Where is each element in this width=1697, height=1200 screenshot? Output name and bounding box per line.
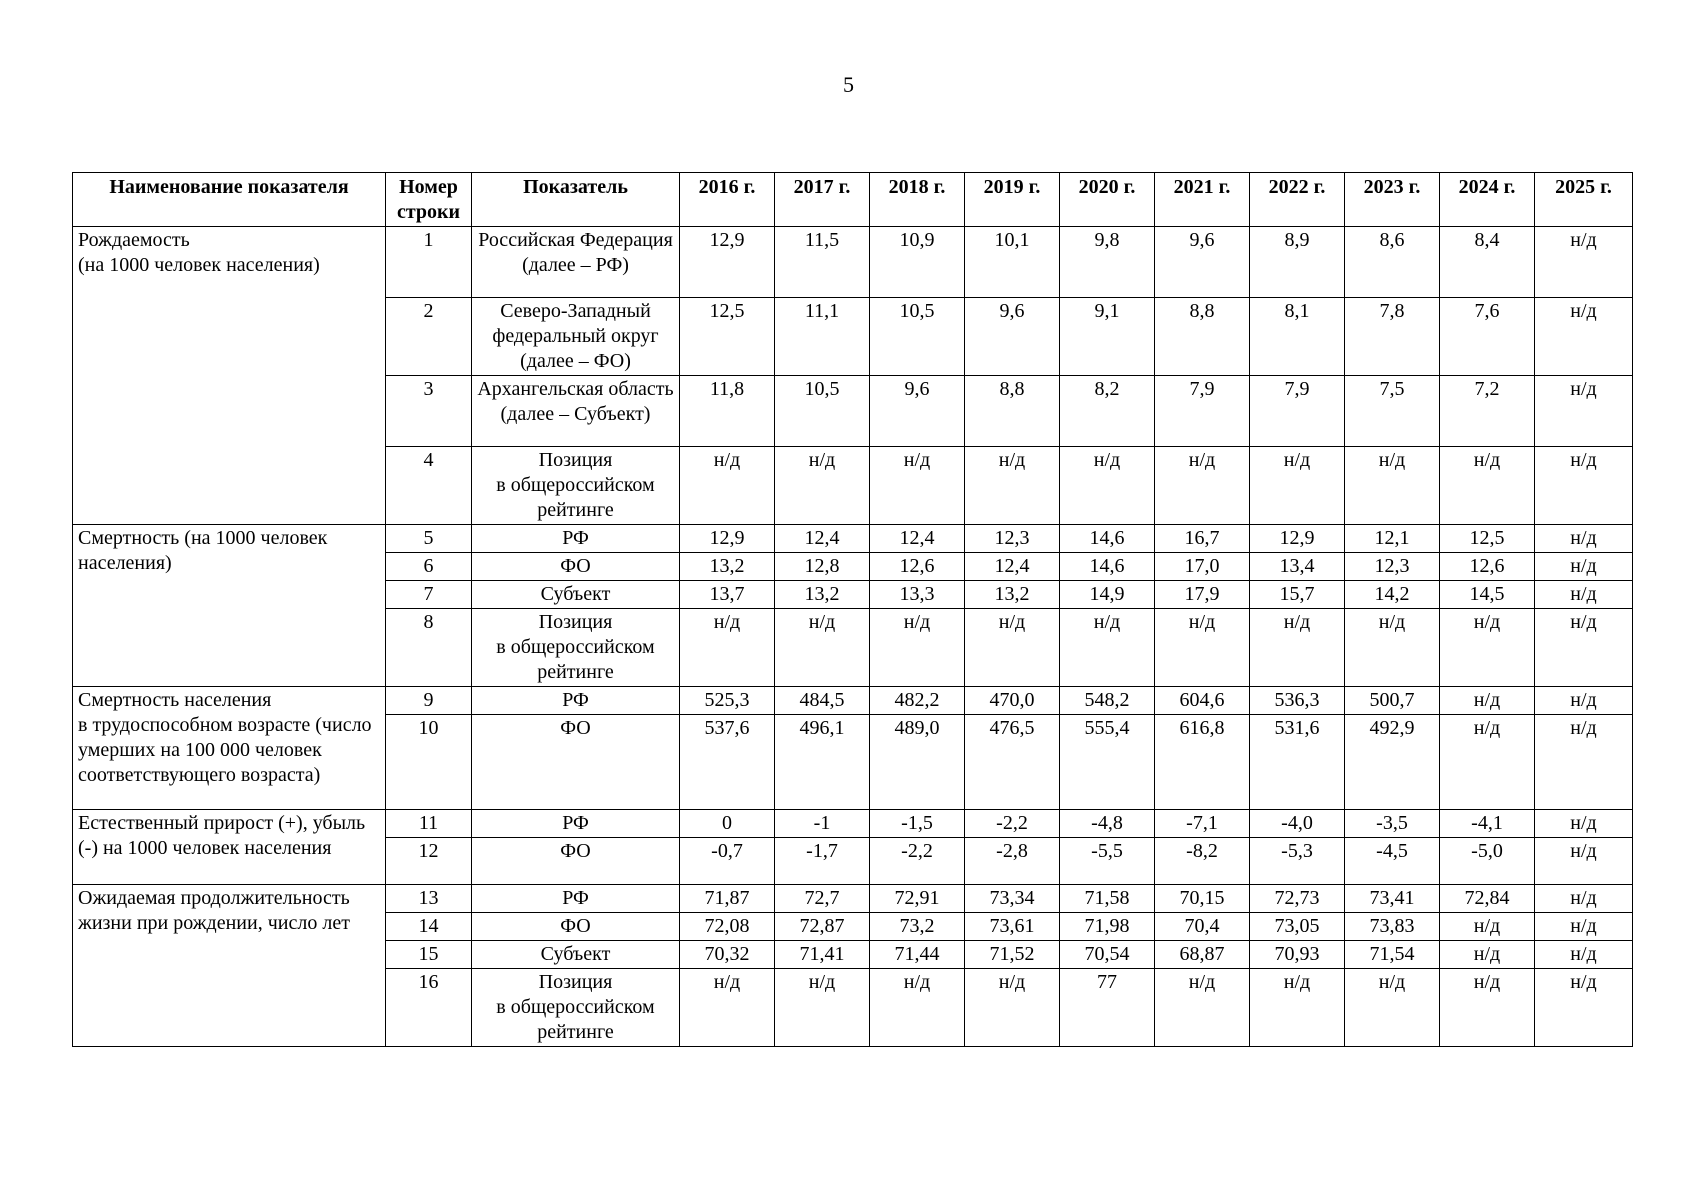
value-cell: н/д <box>965 609 1060 687</box>
value-cell: 616,8 <box>1155 715 1250 810</box>
value-cell: 71,41 <box>775 941 870 969</box>
row-number: 3 <box>386 376 472 447</box>
value-cell: 10,5 <box>870 298 965 376</box>
value-cell: 10,1 <box>965 227 1060 298</box>
header-year: 2021 г. <box>1155 173 1250 227</box>
indicator-label: ФО <box>472 838 680 885</box>
value-cell: 12,5 <box>1440 525 1535 553</box>
value-cell: 536,3 <box>1250 687 1345 715</box>
value-cell: 72,08 <box>680 913 775 941</box>
value-cell: н/д <box>965 447 1060 525</box>
value-cell: 8,8 <box>965 376 1060 447</box>
value-cell: н/д <box>1535 913 1633 941</box>
value-cell: н/д <box>1535 941 1633 969</box>
value-cell: н/д <box>680 447 775 525</box>
header-year: 2024 г. <box>1440 173 1535 227</box>
value-cell: -2,8 <box>965 838 1060 885</box>
value-cell: н/д <box>1535 553 1633 581</box>
value-cell: н/д <box>1440 715 1535 810</box>
value-cell: 14,2 <box>1345 581 1440 609</box>
value-cell: 71,54 <box>1345 941 1440 969</box>
row-number: 12 <box>386 838 472 885</box>
statistics-table <box>72 172 1633 1047</box>
value-cell: н/д <box>1535 581 1633 609</box>
value-cell: -1,7 <box>775 838 870 885</box>
value-cell: 496,1 <box>775 715 870 810</box>
value-cell: 14,6 <box>1060 525 1155 553</box>
value-cell: 13,7 <box>680 581 775 609</box>
value-cell: 11,1 <box>775 298 870 376</box>
value-cell: н/д <box>1345 969 1440 1047</box>
row-number: 15 <box>386 941 472 969</box>
value-cell: 14,6 <box>1060 553 1155 581</box>
value-cell: 73,05 <box>1250 913 1345 941</box>
row-number: 13 <box>386 885 472 913</box>
value-cell: 12,4 <box>870 525 965 553</box>
value-cell: 12,1 <box>1345 525 1440 553</box>
row-number: 2 <box>386 298 472 376</box>
value-cell: 8,1 <box>1250 298 1345 376</box>
value-cell: 70,32 <box>680 941 775 969</box>
value-cell: -5,0 <box>1440 838 1535 885</box>
value-cell: 13,4 <box>1250 553 1345 581</box>
value-cell: 537,6 <box>680 715 775 810</box>
value-cell: 12,6 <box>1440 553 1535 581</box>
value-cell: н/д <box>1535 609 1633 687</box>
value-cell: 8,9 <box>1250 227 1345 298</box>
value-cell: 14,9 <box>1060 581 1155 609</box>
value-cell: 8,8 <box>1155 298 1250 376</box>
value-cell: 11,8 <box>680 376 775 447</box>
value-cell: 531,6 <box>1250 715 1345 810</box>
indicator-group-name: Естественный прирост (+), убыль (-) на 1000 человек населения <box>73 810 386 885</box>
indicator-label: Российская Федерация (далее – РФ) <box>472 227 680 298</box>
value-cell: 9,6 <box>870 376 965 447</box>
value-cell: -4,8 <box>1060 810 1155 838</box>
value-cell: 13,2 <box>680 553 775 581</box>
indicator-label: Субъект <box>472 581 680 609</box>
value-cell: 13,3 <box>870 581 965 609</box>
indicator-label: ФО <box>472 913 680 941</box>
page-number: 5 <box>843 72 854 97</box>
value-cell: 7,8 <box>1345 298 1440 376</box>
value-cell: 17,9 <box>1155 581 1250 609</box>
value-cell: н/д <box>870 447 965 525</box>
indicator-label: РФ <box>472 687 680 715</box>
header-year: 2018 г. <box>870 173 965 227</box>
row-number: 6 <box>386 553 472 581</box>
indicator-label: Позиция в общероссийском рейтинге <box>472 447 680 525</box>
table-row <box>73 810 1633 838</box>
value-cell: 72,7 <box>775 885 870 913</box>
header-year: 2019 г. <box>965 173 1060 227</box>
indicator-group-name: Смертность (на 1000 человек населения) <box>73 525 386 687</box>
value-cell: н/д <box>1535 227 1633 298</box>
value-cell: 72,73 <box>1250 885 1345 913</box>
value-cell: 70,93 <box>1250 941 1345 969</box>
header-indicator: Показатель <box>472 173 680 227</box>
row-number: 9 <box>386 687 472 715</box>
value-cell: 12,4 <box>965 553 1060 581</box>
value-cell: -8,2 <box>1155 838 1250 885</box>
row-number: 5 <box>386 525 472 553</box>
value-cell: н/д <box>1440 941 1535 969</box>
value-cell: н/д <box>1250 969 1345 1047</box>
value-cell: 13,2 <box>965 581 1060 609</box>
value-cell: н/д <box>1155 447 1250 525</box>
indicator-label: Северо-Западный федеральный округ (далее – ФО) <box>472 298 680 376</box>
value-cell: н/д <box>1440 609 1535 687</box>
value-cell: -7,1 <box>1155 810 1250 838</box>
value-cell: н/д <box>1440 913 1535 941</box>
value-cell: 12,6 <box>870 553 965 581</box>
value-cell: н/д <box>680 969 775 1047</box>
indicator-label: Позиция в общероссийском рейтинге <box>472 969 680 1047</box>
value-cell: 7,5 <box>1345 376 1440 447</box>
value-cell: 9,6 <box>965 298 1060 376</box>
indicator-group-name: Рождаемость (на 1000 человек населения) <box>73 227 386 525</box>
header-year: 2016 г. <box>680 173 775 227</box>
value-cell: 484,5 <box>775 687 870 715</box>
value-cell: 72,91 <box>870 885 965 913</box>
indicator-label: РФ <box>472 885 680 913</box>
value-cell: 12,3 <box>1345 553 1440 581</box>
value-cell: н/д <box>1535 525 1633 553</box>
value-cell: 12,4 <box>775 525 870 553</box>
value-cell: н/д <box>1535 687 1633 715</box>
value-cell: н/д <box>1535 838 1633 885</box>
value-cell: 482,2 <box>870 687 965 715</box>
value-cell: 71,58 <box>1060 885 1155 913</box>
value-cell: 71,52 <box>965 941 1060 969</box>
value-cell: 470,0 <box>965 687 1060 715</box>
indicator-group-name: Ожидаемая продолжительность жизни при рождении, число лет <box>73 885 386 1047</box>
value-cell: -4,1 <box>1440 810 1535 838</box>
value-cell: 70,15 <box>1155 885 1250 913</box>
value-cell: 10,9 <box>870 227 965 298</box>
value-cell: 71,44 <box>870 941 965 969</box>
value-cell: 73,61 <box>965 913 1060 941</box>
value-cell: н/д <box>1535 447 1633 525</box>
value-cell: 71,98 <box>1060 913 1155 941</box>
value-cell: 73,2 <box>870 913 965 941</box>
header-year: 2023 г. <box>1345 173 1440 227</box>
value-cell: 15,7 <box>1250 581 1345 609</box>
value-cell: 12,9 <box>680 525 775 553</box>
value-cell: н/д <box>870 609 965 687</box>
row-number: 11 <box>386 810 472 838</box>
row-number: 10 <box>386 715 472 810</box>
row-number: 14 <box>386 913 472 941</box>
value-cell: н/д <box>680 609 775 687</box>
value-cell: 7,6 <box>1440 298 1535 376</box>
value-cell: 12,3 <box>965 525 1060 553</box>
header-row <box>73 173 1633 227</box>
value-cell: н/д <box>1345 609 1440 687</box>
value-cell: -5,3 <box>1250 838 1345 885</box>
header-rownum: Номер строки <box>386 173 472 227</box>
row-number: 4 <box>386 447 472 525</box>
indicator-label: Архангельская область (далее – Субъект) <box>472 376 680 447</box>
value-cell: 13,2 <box>775 581 870 609</box>
value-cell: н/д <box>1535 376 1633 447</box>
value-cell: 72,84 <box>1440 885 1535 913</box>
value-cell: н/д <box>1060 447 1155 525</box>
value-cell: 77 <box>1060 969 1155 1047</box>
value-cell: н/д <box>1535 810 1633 838</box>
header-name: Наименование показателя <box>73 173 386 227</box>
value-cell: н/д <box>1535 885 1633 913</box>
header-year: 2022 г. <box>1250 173 1345 227</box>
indicator-label: Позиция в общероссийском рейтинге <box>472 609 680 687</box>
indicator-label: РФ <box>472 810 680 838</box>
value-cell: 489,0 <box>870 715 965 810</box>
value-cell: 0 <box>680 810 775 838</box>
value-cell: 500,7 <box>1345 687 1440 715</box>
value-cell: 8,6 <box>1345 227 1440 298</box>
row-number: 7 <box>386 581 472 609</box>
value-cell: 7,2 <box>1440 376 1535 447</box>
value-cell: -5,5 <box>1060 838 1155 885</box>
value-cell: 8,2 <box>1060 376 1155 447</box>
value-cell: 492,9 <box>1345 715 1440 810</box>
table-row <box>73 687 1633 715</box>
value-cell: н/д <box>1535 298 1633 376</box>
row-number: 16 <box>386 969 472 1047</box>
value-cell: 604,6 <box>1155 687 1250 715</box>
header-year: 2020 г. <box>1060 173 1155 227</box>
value-cell: 9,8 <box>1060 227 1155 298</box>
table-body <box>73 227 1633 1047</box>
value-cell: н/д <box>775 969 870 1047</box>
value-cell: 70,4 <box>1155 913 1250 941</box>
indicator-group-name: Смертность населения в трудоспособном возрасте (число умерших на 100 000 человек соответствующего возраста) <box>73 687 386 810</box>
value-cell: н/д <box>1155 609 1250 687</box>
value-cell: 73,83 <box>1345 913 1440 941</box>
value-cell: 476,5 <box>965 715 1060 810</box>
value-cell: 10,5 <box>775 376 870 447</box>
value-cell: 17,0 <box>1155 553 1250 581</box>
value-cell: н/д <box>775 609 870 687</box>
value-cell: 16,7 <box>1155 525 1250 553</box>
indicator-label: РФ <box>472 525 680 553</box>
indicator-label: Субъект <box>472 941 680 969</box>
value-cell: н/д <box>1250 609 1345 687</box>
table-row <box>73 227 1633 298</box>
value-cell: -1,5 <box>870 810 965 838</box>
value-cell: -2,2 <box>965 810 1060 838</box>
value-cell: 70,54 <box>1060 941 1155 969</box>
value-cell: н/д <box>1535 715 1633 810</box>
value-cell: -4,5 <box>1345 838 1440 885</box>
value-cell: 73,41 <box>1345 885 1440 913</box>
value-cell: 9,6 <box>1155 227 1250 298</box>
value-cell: 7,9 <box>1250 376 1345 447</box>
table-row <box>73 885 1633 913</box>
value-cell: н/д <box>1155 969 1250 1047</box>
value-cell: н/д <box>1535 969 1633 1047</box>
value-cell: н/д <box>1250 447 1345 525</box>
value-cell: н/д <box>870 969 965 1047</box>
value-cell: н/д <box>1440 969 1535 1047</box>
value-cell: 12,5 <box>680 298 775 376</box>
value-cell: 8,4 <box>1440 227 1535 298</box>
value-cell: -1 <box>775 810 870 838</box>
value-cell: 7,9 <box>1155 376 1250 447</box>
value-cell: 555,4 <box>1060 715 1155 810</box>
value-cell: н/д <box>965 969 1060 1047</box>
indicator-label: ФО <box>472 553 680 581</box>
indicator-label: ФО <box>472 715 680 810</box>
value-cell: 68,87 <box>1155 941 1250 969</box>
value-cell: 72,87 <box>775 913 870 941</box>
value-cell: 548,2 <box>1060 687 1155 715</box>
value-cell: н/д <box>1440 687 1535 715</box>
value-cell: н/д <box>775 447 870 525</box>
value-cell: -3,5 <box>1345 810 1440 838</box>
value-cell: н/д <box>1345 447 1440 525</box>
value-cell: 12,8 <box>775 553 870 581</box>
value-cell: н/д <box>1440 447 1535 525</box>
value-cell: 9,1 <box>1060 298 1155 376</box>
value-cell: 71,87 <box>680 885 775 913</box>
value-cell: -4,0 <box>1250 810 1345 838</box>
value-cell: -0,7 <box>680 838 775 885</box>
value-cell: 14,5 <box>1440 581 1535 609</box>
header-year: 2017 г. <box>775 173 870 227</box>
table-row <box>73 525 1633 553</box>
value-cell: 11,5 <box>775 227 870 298</box>
value-cell: 12,9 <box>1250 525 1345 553</box>
value-cell: 73,34 <box>965 885 1060 913</box>
value-cell: 525,3 <box>680 687 775 715</box>
value-cell: -2,2 <box>870 838 965 885</box>
value-cell: н/д <box>1060 609 1155 687</box>
row-number: 1 <box>386 227 472 298</box>
header-year: 2025 г. <box>1535 173 1633 227</box>
value-cell: 12,9 <box>680 227 775 298</box>
row-number: 8 <box>386 609 472 687</box>
